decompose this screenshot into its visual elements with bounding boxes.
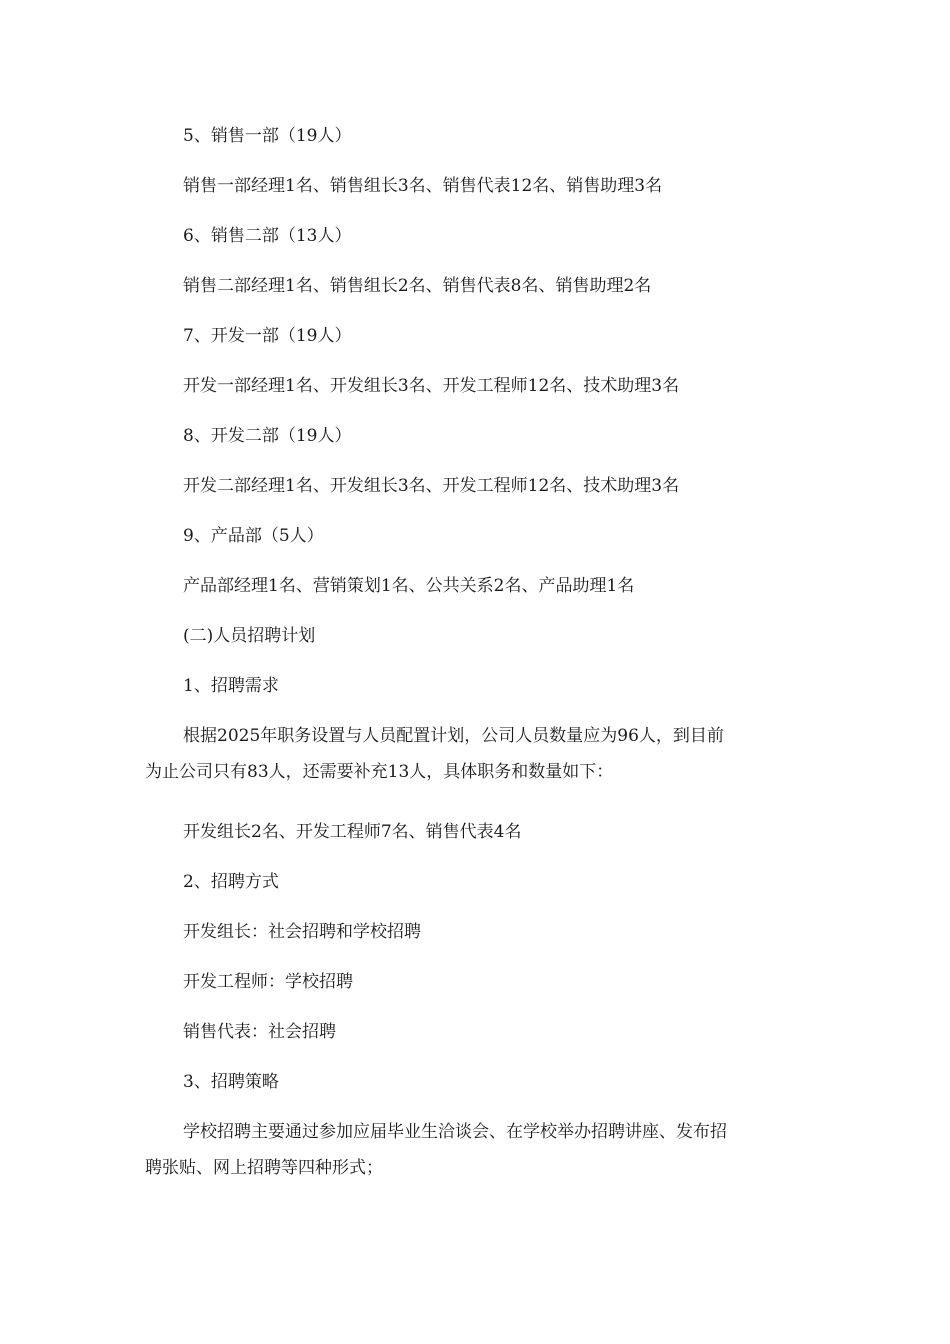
paragraph-product-dept-staff: 产品部经理1名、营销策划1名、公共关系2名、产品助理1名 [183,576,635,596]
paragraph-method-dev-lead: 开发组长：社会招聘和学校招聘 [183,922,421,942]
paragraph-strategy-line-2: 聘张贴、网上招聘等四种形式； [145,1158,383,1178]
section-heading-recruitment-needs: 1、招聘需求 [183,676,279,696]
section-heading-product-dept: 9、产品部（5人） [183,526,324,546]
paragraph-dev-dept-1-staff: 开发一部经理1名、开发组长3名、开发工程师12名、技术助理3名 [183,376,680,396]
section-heading-sales-dept-2: 6、销售二部（13人） [183,226,352,246]
section-heading-recruitment-strategy: 3、招聘策略 [183,1072,279,1092]
paragraph-method-sales-rep: 销售代表：社会招聘 [183,1022,336,1042]
paragraph-recruitment-needs-line-2: 为止公司只有83人，还需要补充13人，具体职务和数量如下： [145,762,614,782]
section-heading-recruitment-plan: (二)人员招聘计划 [183,626,316,646]
paragraph-strategy-line-1: 学校招聘主要通过参加应届毕业生洽谈会、在学校举办招聘讲座、发布招 [183,1122,727,1142]
section-heading-dev-dept-1: 7、开发一部（19人） [183,326,352,346]
paragraph-sales-dept-2-staff: 销售二部经理1名、销售组长2名、销售代表8名、销售助理2名 [183,276,652,296]
section-heading-sales-dept-1: 5、销售一部（19人） [183,126,352,146]
paragraph-method-dev-engineer: 开发工程师：学校招聘 [183,972,353,992]
section-heading-dev-dept-2: 8、开发二部（19人） [183,426,352,446]
paragraph-recruitment-needs-line-1: 根据2025年职务设置与人员配置计划，公司人员数量应为96人，到目前 [183,726,724,746]
paragraph-sales-dept-1-staff: 销售一部经理1名、销售组长3名、销售代表12名、销售助理3名 [183,176,663,196]
section-heading-recruitment-methods: 2、招聘方式 [183,872,279,892]
paragraph-dev-dept-2-staff: 开发二部经理1名、开发组长3名、开发工程师12名、技术助理3名 [183,476,680,496]
paragraph-positions-needed: 开发组长2名、开发工程师7名、销售代表4名 [183,822,522,842]
